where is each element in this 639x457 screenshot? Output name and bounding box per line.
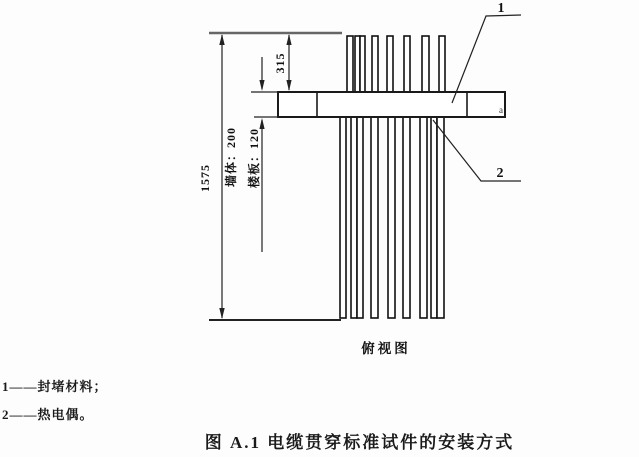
callout-thermocouple-number: 2 (496, 166, 504, 181)
cable-bundle-top (347, 36, 445, 93)
dim-total-height-label: 1575 (198, 164, 212, 192)
legend (2, 373, 108, 429)
dim-top-offset-label: 315 (273, 52, 287, 74)
dimension-thickness (223, 57, 265, 252)
dim-slab-thickness-label: 楼板：120 (247, 127, 261, 189)
wall-section (278, 92, 505, 117)
figure-caption: 图 A.1 电缆贯穿标准试件的安装方式 (204, 433, 515, 452)
corner-mark: a (499, 105, 503, 115)
legend-item-thermocouple: 2——热电偶。 (2, 407, 94, 422)
cable-bundle-bottom (340, 116, 444, 318)
callout-seal-number: 1 (497, 1, 505, 16)
callout-seal (452, 1, 521, 103)
dim-wall-thickness-label: 墙体：200 (224, 126, 238, 188)
callout-thermocouple (433, 120, 521, 181)
legend-item-seal: 1——封堵材料； (2, 379, 108, 394)
dimension-total-height (198, 34, 225, 319)
dimension-top-offset (273, 34, 292, 91)
view-label: 俯视图 (361, 341, 411, 356)
